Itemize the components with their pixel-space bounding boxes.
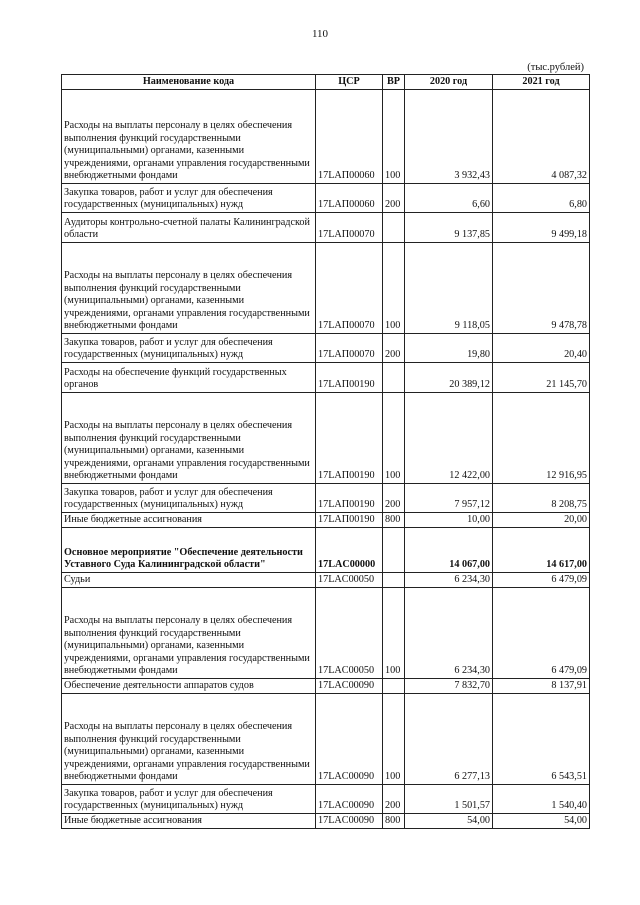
row-csr: 17LAC00090 xyxy=(316,679,383,694)
table-row xyxy=(62,694,590,785)
row-2021: 9 478,78 xyxy=(493,243,590,334)
table-row xyxy=(62,588,590,679)
table-row xyxy=(62,213,590,243)
row-2021: 6 479,09 xyxy=(493,573,590,588)
row-2021: 8 137,91 xyxy=(493,679,590,694)
row-2020: 19,80 xyxy=(405,334,493,363)
row-vr: 100 xyxy=(383,588,405,679)
row-name: Основное мероприятие "Обеспечение деятельности Уставного Суда Калининградской области" xyxy=(62,528,316,573)
row-vr: 100 xyxy=(383,393,405,484)
row-2020: 12 422,00 xyxy=(405,393,493,484)
row-csr: 17LAC00050 xyxy=(316,588,383,679)
row-name: Иные бюджетные ассигнования xyxy=(62,814,316,829)
row-2020: 7 832,70 xyxy=(405,679,493,694)
row-2020: 1 501,57 xyxy=(405,785,493,814)
header-2020: 2020 год xyxy=(405,75,493,90)
row-2021: 14 617,00 xyxy=(493,528,590,573)
row-2020: 9 137,85 xyxy=(405,213,493,243)
table-row xyxy=(62,814,590,829)
table-row xyxy=(62,363,590,393)
table-row xyxy=(62,184,590,213)
row-vr: 800 xyxy=(383,814,405,829)
row-vr xyxy=(383,528,405,573)
row-name: Аудиторы контрольно-счетной палаты Калининградской области xyxy=(62,213,316,243)
row-2021: 21 145,70 xyxy=(493,363,590,393)
row-csr: 17LAП00190 xyxy=(316,393,383,484)
row-name: Закупка товаров, работ и услуг для обеспечения государственных (муниципальных) нужд xyxy=(62,184,316,213)
row-vr xyxy=(383,679,405,694)
row-csr: 17LAC00090 xyxy=(316,694,383,785)
row-csr: 17LAП00070 xyxy=(316,243,383,334)
row-name: Обеспечение деятельности аппаратов судов xyxy=(62,679,316,694)
row-2020: 20 389,12 xyxy=(405,363,493,393)
row-csr: 17LAП00190 xyxy=(316,484,383,513)
budget-table xyxy=(61,74,590,829)
row-name: Закупка товаров, работ и услуг для обеспечения государственных (муниципальных) нужд xyxy=(62,334,316,363)
row-vr: 800 xyxy=(383,513,405,528)
row-2021: 1 540,40 xyxy=(493,785,590,814)
row-2020: 6,60 xyxy=(405,184,493,213)
row-csr: 17LAП00070 xyxy=(316,213,383,243)
row-2021: 20,40 xyxy=(493,334,590,363)
row-csr: 17LAП00060 xyxy=(316,184,383,213)
row-2021: 20,00 xyxy=(493,513,590,528)
row-vr: 100 xyxy=(383,90,405,184)
row-2021: 9 499,18 xyxy=(493,213,590,243)
table-row xyxy=(62,528,590,573)
row-name: Закупка товаров, работ и услуг для обеспечения государственных (муниципальных) нужд xyxy=(62,484,316,513)
row-csr: 17LAП00190 xyxy=(316,513,383,528)
row-csr: 17LAП00190 xyxy=(316,363,383,393)
row-2020: 6 234,30 xyxy=(405,588,493,679)
row-2020: 54,00 xyxy=(405,814,493,829)
header-vr: ВР xyxy=(383,75,405,90)
table-row xyxy=(62,334,590,363)
row-name: Расходы на выплаты персоналу в целях обеспечения выполнения функций государственными (муниципальными) органами, казенными учреждениями, органами управления государственными внебюджетными фондами xyxy=(62,694,316,785)
header-csr: ЦСР xyxy=(316,75,383,90)
row-2021: 6 479,09 xyxy=(493,588,590,679)
row-2020: 6 277,13 xyxy=(405,694,493,785)
row-vr: 100 xyxy=(383,243,405,334)
table-row xyxy=(62,484,590,513)
table-row xyxy=(62,513,590,528)
row-2020: 10,00 xyxy=(405,513,493,528)
row-2021: 6,80 xyxy=(493,184,590,213)
row-2020: 7 957,12 xyxy=(405,484,493,513)
row-vr: 200 xyxy=(383,334,405,363)
row-2020: 9 118,05 xyxy=(405,243,493,334)
row-vr xyxy=(383,363,405,393)
row-vr: 200 xyxy=(383,785,405,814)
row-name: Расходы на выплаты персоналу в целях обеспечения выполнения функций государственными (муниципальными) органами, казенными учреждениями, органами управления государственными внебюджетными фондами xyxy=(62,90,316,184)
row-name: Расходы на обеспечение функций государственных органов xyxy=(62,363,316,393)
row-2020: 3 932,43 xyxy=(405,90,493,184)
row-name: Иные бюджетные ассигнования xyxy=(62,513,316,528)
row-2021: 12 916,95 xyxy=(493,393,590,484)
header-name: Наименование кода xyxy=(62,75,316,90)
row-name: Расходы на выплаты персоналу в целях обеспечения выполнения функций государственными (муниципальными) органами, казенными учреждениями, органами управления государственными внебюджетными фондами xyxy=(62,243,316,334)
table-row xyxy=(62,785,590,814)
row-vr: 200 xyxy=(383,484,405,513)
row-2021: 54,00 xyxy=(493,814,590,829)
row-name: Расходы на выплаты персоналу в целях обеспечения выполнения функций государственными (муниципальными) органами, казенными учреждениями, органами управления государственными внебюджетными фондами xyxy=(62,588,316,679)
row-2021: 4 087,32 xyxy=(493,90,590,184)
row-vr xyxy=(383,573,405,588)
table-row xyxy=(62,393,590,484)
row-vr: 100 xyxy=(383,694,405,785)
row-2021: 6 543,51 xyxy=(493,694,590,785)
row-vr xyxy=(383,213,405,243)
row-2020: 14 067,00 xyxy=(405,528,493,573)
row-name: Расходы на выплаты персоналу в целях обеспечения выполнения функций государственными (муниципальными) органами, казенными учреждениями, органами управления государственными внебюджетными фондами xyxy=(62,393,316,484)
page-number: 110 xyxy=(311,28,329,40)
header-row xyxy=(62,75,590,90)
row-name: Закупка товаров, работ и услуг для обеспечения государственных (муниципальных) нужд xyxy=(62,785,316,814)
table-row xyxy=(62,573,590,588)
row-csr: 17LAC00090 xyxy=(316,785,383,814)
table-row xyxy=(62,679,590,694)
row-csr: 17LAC00000 xyxy=(316,528,383,573)
row-csr: 17LAC00050 xyxy=(316,573,383,588)
unit-note: (тыс.рублей) xyxy=(527,62,584,73)
row-2021: 8 208,75 xyxy=(493,484,590,513)
row-vr: 200 xyxy=(383,184,405,213)
row-name: Судьи xyxy=(62,573,316,588)
row-2020: 6 234,30 xyxy=(405,573,493,588)
row-csr: 17LAП00060 xyxy=(316,90,383,184)
table-row xyxy=(62,243,590,334)
header-2021: 2021 год xyxy=(493,75,590,90)
row-csr: 17LAC00090 xyxy=(316,814,383,829)
row-csr: 17LAП00070 xyxy=(316,334,383,363)
table-row xyxy=(62,90,590,184)
